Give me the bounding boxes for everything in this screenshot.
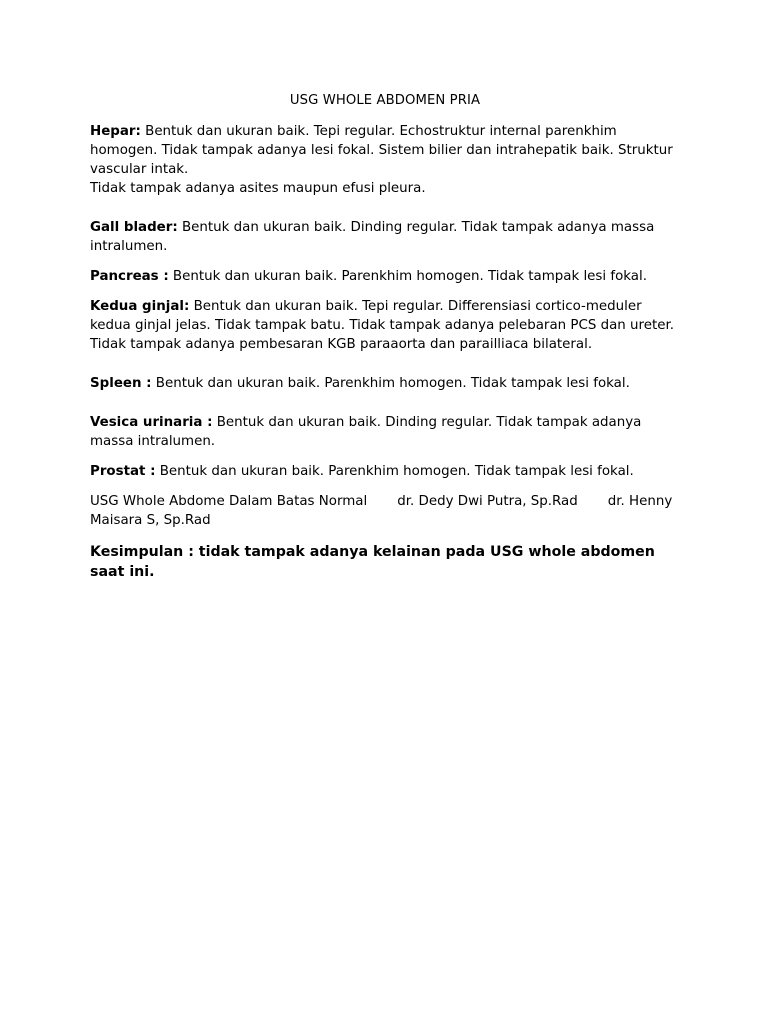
section-text: Bentuk dan ukuran baik. Parenkhim homogen. Tidak tampak lesi fokal. — [151, 376, 630, 391]
section-label: Gall blader: — [90, 220, 178, 235]
section-label: Spleen : — [90, 376, 152, 391]
section-text: Bentuk dan ukuran baik. Parenkhim homogen. Tidak tampak lesi fokal. — [168, 269, 647, 284]
section-text: Bentuk dan ukuran baik. Tepi regular. Differensiasi cortico-meduler kedua ginjal jelas. Tidak tampak batu. Tidak tampak adanya pelebaran PCS dan ureter. — [90, 299, 674, 333]
normal-statement: USG Whole Abdome Dalam Batas Normal — [90, 494, 368, 509]
section-label: Vesica urinaria : — [90, 415, 213, 430]
section-text: Bentuk dan ukuran baik. Dinding regular. Tidak tampak adanya massa intralumen. — [90, 415, 642, 449]
report-page — [90, 92, 680, 582]
doctor-name-1: dr. Dedy Dwi Putra, Sp.Rad — [397, 494, 578, 509]
section-vesica-urinaria — [90, 413, 680, 451]
signature-line — [90, 492, 680, 530]
section-gall-blader — [90, 218, 680, 256]
section-pancreas — [90, 267, 680, 286]
section-kedua-ginjal — [90, 297, 680, 354]
report-title: USG WHOLE ABDOMEN PRIA — [289, 93, 481, 108]
section-label: Kedua ginjal: — [90, 299, 190, 314]
section-text: Bentuk dan ukuran baik. Tepi regular. Echostruktur internal parenkhim homogen. Tidak tampak adanya lesi fokal. Sistem bilier dan intrahepatik baik. Struktur vascular intak. — [90, 124, 673, 177]
conclusion: Kesimpulan : tidak tampak adanya kelainan pada USG whole abdomen saat ini. — [90, 544, 655, 580]
section-text: Tidak tampak adanya pembesaran KGB paraaorta dan parailliaca bilateral. — [90, 337, 593, 352]
section-label: Pancreas : — [90, 269, 169, 284]
section-text: Bentuk dan ukuran baik. Parenkhim homogen. Tidak tampak lesi fokal. — [155, 464, 634, 479]
section-text: Tidak tampak adanya asites maupun efusi pleura. — [90, 181, 426, 196]
section-text: Bentuk dan ukuran baik. Dinding regular. Tidak tampak adanya massa intralumen. — [90, 220, 655, 254]
section-prostat — [90, 462, 680, 481]
section-label: Prostat : — [90, 464, 156, 479]
section-label: Hepar: — [90, 124, 141, 139]
section-hepar — [90, 122, 680, 198]
doctor-name-2: dr. Henny Maisara S, Sp.Rad — [90, 494, 673, 528]
section-spleen — [90, 374, 680, 393]
